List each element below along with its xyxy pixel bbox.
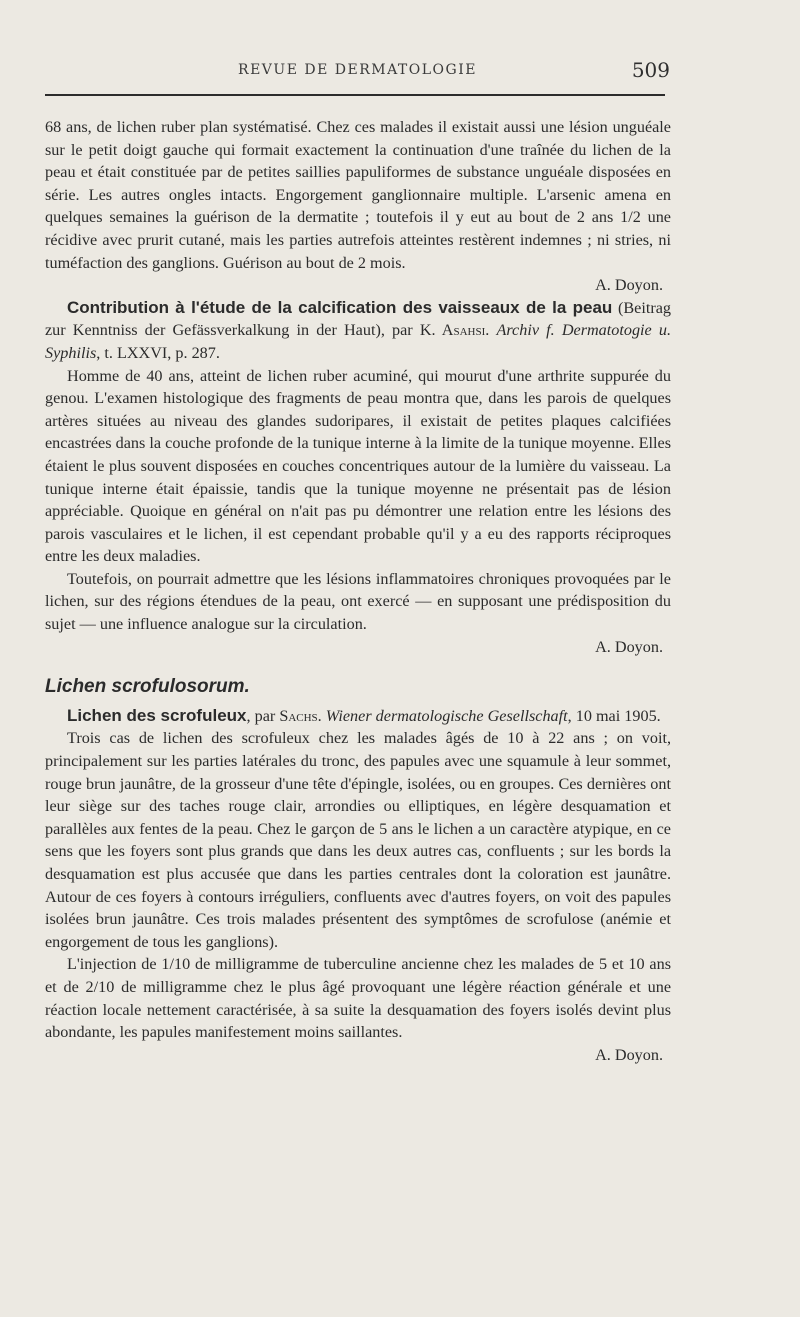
signature: A. Doyon. xyxy=(595,1045,663,1064)
article-title: Lichen des scrofuleux xyxy=(67,705,247,725)
section-title: Lichen scrofulosorum. xyxy=(45,676,250,698)
signature: A. Doyon. xyxy=(595,637,663,656)
signature: A. Doyon. xyxy=(595,276,663,295)
article-author: Sachs xyxy=(279,706,318,725)
running-title: REVUE DE DERMATOLOGIE xyxy=(238,62,477,78)
page-number: 509 xyxy=(631,58,670,82)
continued-paragraph: 68 ans, de lichen ruber plan systématisé. Chez ces malades il existait aussi une lésion unguéale sur le petit doigt gauche qui formait exactement la continuation d'une traînée du lichen de la peau et était constituée par de petites saillies papuliformes de substance unguéale disposées en série. Les autres ongles intacts. Engorgement ganglionnaire multiple. L'arsenic amena en quelques semaines la guérison de la dermatite ; toutefois il y eut au bout de 2 ans 1/2 une récidive avec prurit cutané, mais les parties autrefois atteintes restèrent indemnes ; ni stries, ni tuméfaction des ganglions. Guérison au bout de 2 mois. xyxy=(45,118,671,272)
journal-name: Wiener dermatologische Gesellschaft xyxy=(325,706,568,725)
reference-details: , 10 mai 1905. xyxy=(567,706,661,725)
article-paragraph: Trois cas de lichen des scrofuleux chez les malades âgés de 10 à 22 ans ; on voit, principalement sur les parties latérales du tronc, des papules avec une squamule à leur sommet, rouge brun jaunâtre, de la grosseur d'une tête d'épingle, isolées, ou en groupes. Ces dernières ont leur siège sur des taches rouge clair, arrondies ou elliptiques, en légère desquamation et parallèles aux fentes de la peau. Chez le garçon de 5 ans le lichen a un caractère atypique, en ce sens que les foyers sont plus grands que dans les deux autres cas, confluents ; sur les bords la desquamation est plus accusée que dans les parties centrales dont la coloration est jaunâtre. Autour de ces foyers à contours irréguliers, confluents avec d'autres foyers, on voit des papules isolées brun jaunâtre. Ces trois malades présentent des symptômes de scrofulose (anémie et engorgement de tous les ganglions). xyxy=(45,729,671,951)
page-header xyxy=(45,58,670,88)
article-reference: , par xyxy=(246,706,280,725)
article-author: K. Asahsi xyxy=(419,321,486,340)
article-reference: (Beitrag zur Kenntniss der Gefässverkalkung in der Haut), par xyxy=(45,298,671,340)
article-paragraph: L'injection de 1/10 de milligramme de tuberculine ancienne chez les malades de 5 et 10 ans et de 2/10 de milligramme chez le plus âgé provoquant une légère réaction générale et une réaction locale nettement caractérisée, à sa suite la desquamation des foyers isolés devint plus abondante, les papules manifestement moins saillantes. xyxy=(45,955,671,1042)
article-paragraph: Toutefois, on pourrait admettre que les lésions inflammatoires chroniques provoquées par le lichen, sur des régions étendues de la peau, ont exercé — en supposant une prédisposition du sujet — une influence analogue sur la circulation. xyxy=(45,569,671,634)
article-paragraph: Homme de 40 ans, atteint de lichen ruber acuminé, qui mourut d'une arthrite suppurée du genou. L'examen histologique des fragments de peau montra que, dans les parois de quelques artères situées au niveau des glandes sudoripares, il existait de petites plaques calcifiées encastrées dans la couche profonde de la tunique interne à la limite de la tunique moyenne. Elles étaient le plus souvent disposées en couches concentriques autour de la lumière du vaisseau. La tunique interne était épaissie, tandis que la tunique moyenne ne présentait pas de lésion appréciable. Quoique en général on n'ait pas pu démontrer une relation entre les lésions des parois vasculaires et le lichen, il est cependant probable qu'il y a eu des rapports réciproques entre les deux maladies. xyxy=(45,366,671,566)
article-heading: Lichen des scrofuleux, par Sachs. Wiener dermatologische Gesellschaft, 10 mai 1905. xyxy=(67,705,661,725)
page-body xyxy=(45,116,671,1066)
reference-details: , t. LXXVI, p. 287. xyxy=(96,343,220,362)
article-title: Contribution à l'étude de la calcification des vaisseaux de la peau xyxy=(67,297,613,317)
article-heading: Contribution à l'étude de la calcification des vaisseaux de la peau (Beitrag zur Kenntniss der Gefässverkalkung in der Haut), par K. Asahsi. Archiv f. Dermatotogie u. Syphilis, t. LXXVI, p. 287. xyxy=(45,297,672,362)
header-rule xyxy=(45,94,665,96)
journal-name: Archiv f. Dermatotogie u. Syphilis xyxy=(45,321,672,362)
